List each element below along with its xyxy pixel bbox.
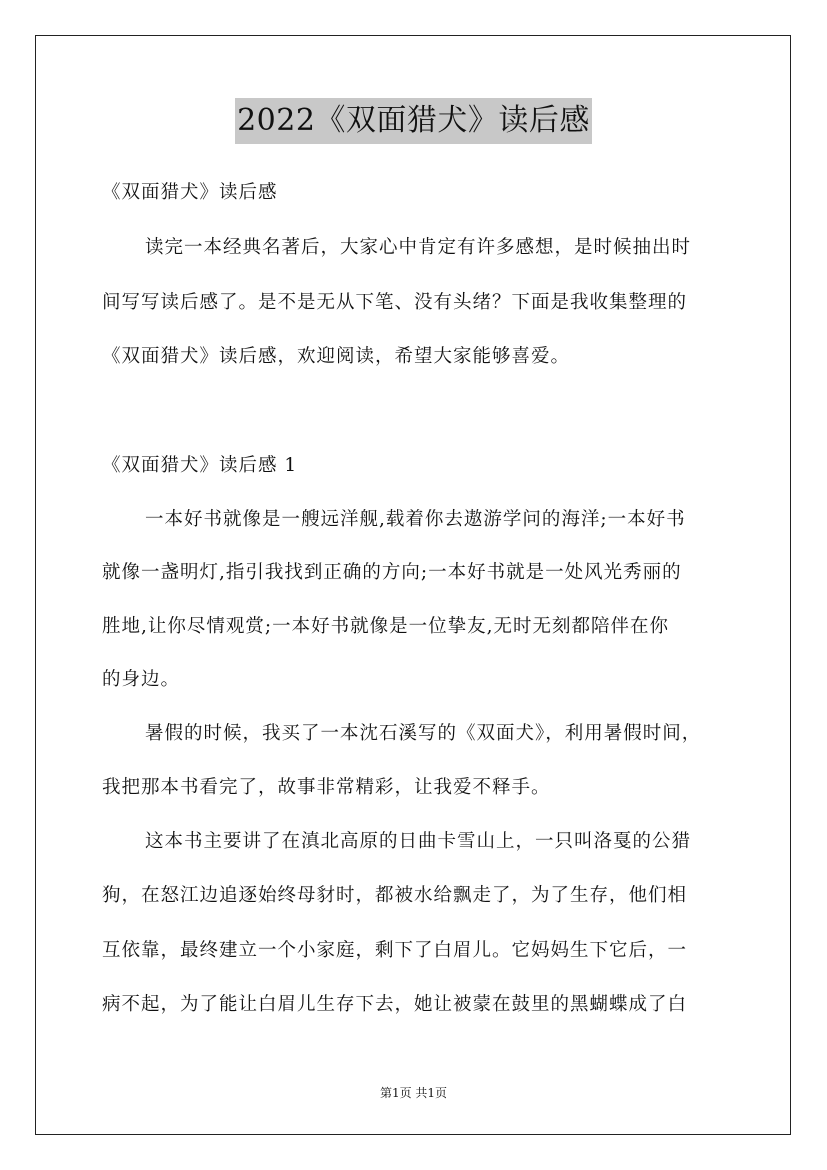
section-heading: 《双面猎犬》读后感 1 bbox=[102, 455, 298, 476]
paragraph-line: 暑假的时候，我买了一本沈石溪写的《双面犬》，利用暑假时间， bbox=[145, 723, 702, 744]
page-number: 第1页 共1页 bbox=[379, 1086, 448, 1100]
title-container bbox=[0, 98, 827, 144]
paragraph-line: 互依靠，最终建立一个小家庭，剩下了白眉儿。它妈妈生下它后，一 bbox=[102, 940, 688, 961]
subtitle: 《双面猎犬》读后感 bbox=[102, 182, 278, 203]
paragraph-line: 胜地,让你尽情观赏;一本好书就像是一位挚友,无时无刻都陪伴在你 bbox=[102, 616, 669, 637]
paragraph-line: 的身边。 bbox=[102, 669, 181, 690]
document-title: 2022《双面猎犬》读后感 bbox=[235, 98, 592, 144]
paragraph-line: 我把那本书看完了，故事非常精彩，让我爱不释手。 bbox=[102, 777, 551, 798]
paragraph-line: 就像一盏明灯,指引我找到正确的方向;一本好书就是一处风光秀丽的 bbox=[102, 562, 682, 583]
intro-line: 《双面猎犬》读后感，欢迎阅读，希望大家能够喜爱。 bbox=[102, 346, 571, 367]
paragraph-line: 这本书主要讲了在滇北高原的日曲卡雪山上，一只叫洛戛的公猎 bbox=[145, 831, 692, 852]
paragraph-line: 一本好书就像是一艘远洋舰,载着你去遨游学问的海洋;一本好书 bbox=[145, 509, 686, 530]
intro-line: 间写写读后感了。是不是无从下笔、没有头绪？下面是我收集整理的 bbox=[102, 292, 688, 313]
paragraph-line: 狗，在怒江边追逐始终母豺时，都被水给飘走了，为了生存，他们相 bbox=[102, 885, 688, 906]
paragraph-line: 病不起，为了能让白眉儿生存下去，她让被蒙在鼓里的黑蝴蝶成了白 bbox=[102, 994, 688, 1015]
intro-line: 读完一本经典名著后，大家心中肯定有许多感想，是时候抽出时 bbox=[145, 237, 692, 258]
